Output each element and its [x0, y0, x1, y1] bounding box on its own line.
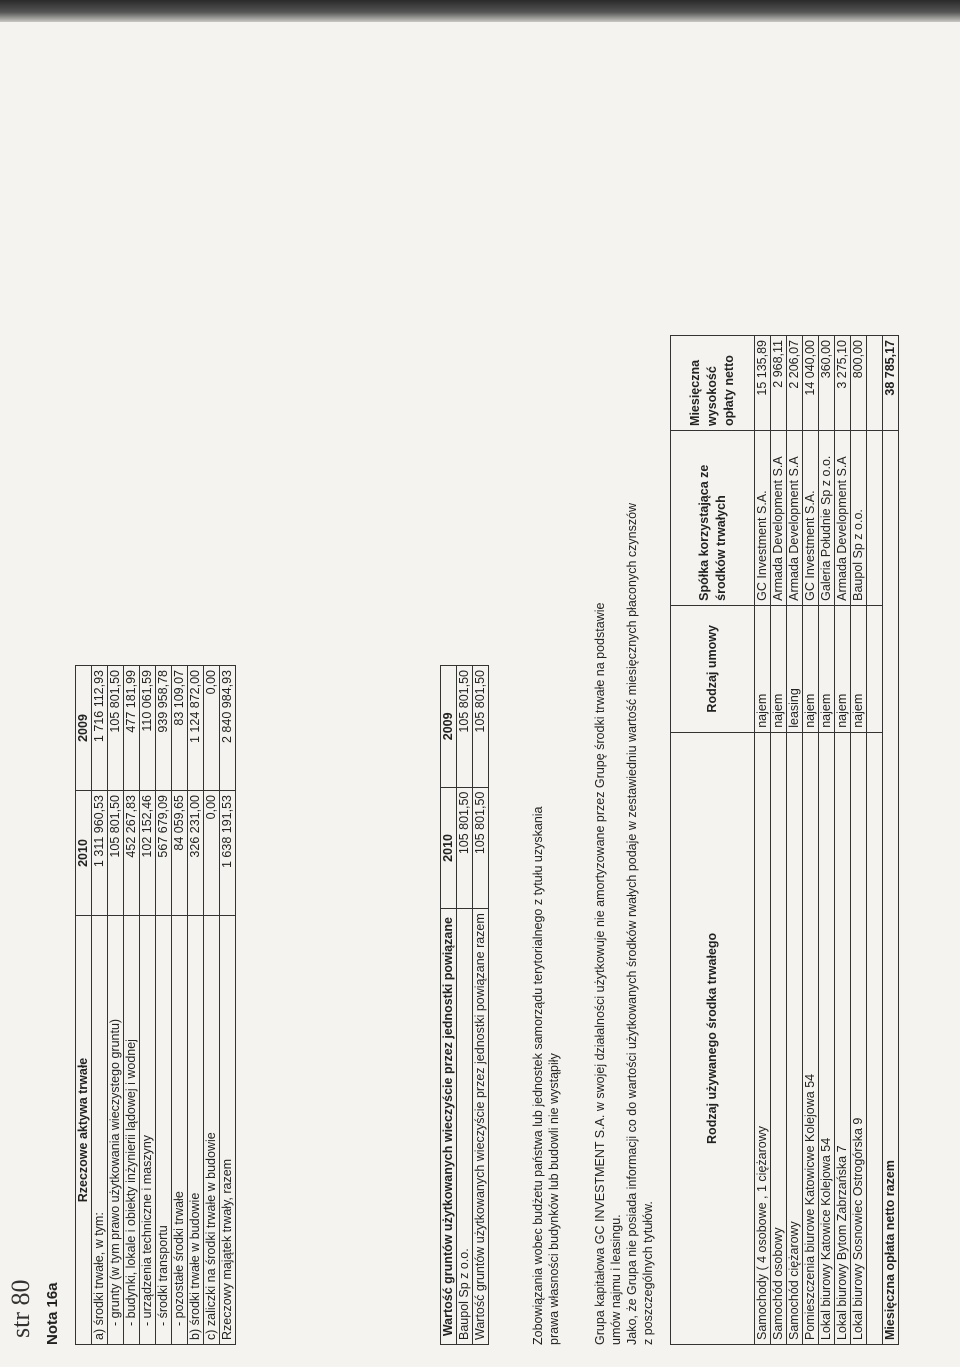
company-cell: GC Investment S.A. — [755, 430, 771, 605]
header-asset-type: Rodzaj używanego środka trwałego — [671, 732, 755, 1344]
row-label: - pozostałe środki trwałe — [172, 916, 188, 1345]
paragraph-line: umów najmu i leasingu. — [609, 1214, 623, 1345]
asset-cell: Samochód ciężarowy — [787, 732, 803, 1344]
table-row — [140, 666, 156, 1345]
value-2010: 105 801,50 — [473, 787, 489, 909]
total-row — [883, 336, 899, 1345]
budget-obligations-paragraph — [530, 445, 562, 1345]
fee-cell: 3 275,10 — [835, 336, 851, 431]
contract-cell: najem — [771, 605, 787, 732]
row-label: a) środki trwałe, w tym: — [92, 916, 108, 1345]
asset-cell: Pomieszczenia biurowe Katowicwe Kolejowa 54 — [803, 732, 819, 1344]
contract-cell: najem — [755, 605, 771, 732]
row-label: Baupol Sp z o.o. — [457, 909, 473, 1345]
fee-cell: 800,00 — [851, 336, 867, 431]
header-label: Rzeczowe aktywa trwałe — [76, 916, 92, 1345]
asset-cell: Samochód osobowy — [771, 732, 787, 1344]
contract-cell: najem — [819, 605, 835, 732]
asset-cell: Samochody ( 4 osobowe , 1 ciężarowy — [755, 732, 771, 1344]
value-2009: 83 109,07 — [172, 666, 188, 791]
company-cell: Armada Development S.A — [835, 430, 851, 605]
value-2010: 84 059,65 — [172, 791, 188, 916]
value-2009: 477 181,99 — [124, 666, 140, 791]
header-company: Spółka korzystająca ze środków trwałych — [671, 430, 755, 605]
paragraph-line: Grupa kapitałowa GC INVESTMENT S.A. w swojej działalności użytkowuje nie amortyzowane przez Grupę środki trwałe na podstawie — [593, 602, 607, 1345]
empty-cell — [867, 336, 883, 431]
total-label: Miesięczna opłata netto razem — [883, 430, 899, 1344]
paragraph-line: prawa własności budynków lub budowli nie wystąpiły — [547, 1053, 561, 1345]
contract-cell: najem — [835, 605, 851, 732]
header-2010: 2010 — [441, 787, 457, 909]
fee-cell: 2 968,11 — [771, 336, 787, 431]
row-label: - budynki, lokale i obiekty inżynierii lądowej i wodnej — [124, 916, 140, 1345]
row-label: - grunty (w tym prawo użytkowania wieczystego gruntu) — [108, 916, 124, 1345]
value-2009: 1 716 112,93 — [92, 666, 108, 791]
row-label: c) zaliczki na środki trwałe w budowie — [204, 916, 220, 1345]
table-row — [204, 666, 220, 1345]
empty-cell — [867, 430, 883, 605]
row-label: - środki transportu — [156, 916, 172, 1345]
table-row — [108, 666, 124, 1345]
table-row — [771, 336, 787, 1345]
empty-cell — [867, 605, 883, 732]
header-monthly-fee: Miesięczna wysokość opłaty netto — [671, 336, 755, 431]
table-row — [803, 336, 819, 1345]
table-row — [92, 666, 108, 1345]
table-header — [441, 666, 457, 1345]
lease-info-paragraph — [592, 345, 656, 1345]
note-title: Nota 16a — [44, 1282, 61, 1345]
company-cell: Galeria Południe Sp z o.o. — [819, 430, 835, 605]
table-row — [188, 666, 204, 1345]
table-row — [755, 336, 771, 1345]
table-row — [851, 336, 867, 1345]
contract-cell: najem — [803, 605, 819, 732]
value-2009: 105 801,50 — [473, 666, 489, 788]
paragraph-line: Jako, że Grupa nie posiada informacji co do wartości użytkowanych środków rwałych podaje w zestawiedniu wartość miesięcznych płaconych czynszów — [625, 502, 639, 1345]
header-2009: 2009 — [76, 666, 92, 791]
table-header — [76, 666, 92, 1345]
empty-cell — [867, 732, 883, 1344]
company-cell: Armada Development S.A — [771, 430, 787, 605]
header-2010: 2010 — [76, 791, 92, 916]
value-2010: 1 311 960,53 — [92, 791, 108, 916]
value-2010: 102 152,46 — [140, 791, 156, 916]
contract-cell: najem — [851, 605, 867, 732]
row-label: b) środki trwałe w budowie — [188, 916, 204, 1345]
table-row — [787, 336, 803, 1345]
value-2009: 0,00 — [204, 666, 220, 791]
table-row — [835, 336, 851, 1345]
company-cell: Armada Development S.A — [787, 430, 803, 605]
value-2010: 0,00 — [204, 791, 220, 916]
table-header — [671, 336, 755, 1345]
table-row — [473, 666, 489, 1345]
fee-cell: 360,00 — [819, 336, 835, 431]
company-cell: Baupol Sp z o.o. — [851, 430, 867, 605]
row-label: Wartość gruntów użytkowanych wieczyście przez jednostki powiązane razem — [473, 909, 489, 1345]
table-row-empty — [867, 336, 883, 1345]
fee-cell: 15 135,89 — [755, 336, 771, 431]
header-2009: 2009 — [441, 666, 457, 788]
page-number: str 80 — [6, 1279, 35, 1338]
land-value-table — [440, 665, 489, 1345]
value-2009: 105 801,50 — [108, 666, 124, 791]
value-2010: 105 801,50 — [457, 787, 473, 909]
value-2010: 452 267,83 — [124, 791, 140, 916]
fixed-assets-table — [75, 665, 236, 1345]
company-cell: GC Investment S.A. — [803, 430, 819, 605]
table-row — [172, 666, 188, 1345]
rotated-page — [40, 25, 920, 1345]
value-2009: 110 061,59 — [140, 666, 156, 791]
value-2009: 105 801,50 — [457, 666, 473, 788]
asset-cell: Lokal biurowy Sosnowiec Ostrogórska 9 — [851, 732, 867, 1344]
fee-cell: 2 206,07 — [787, 336, 803, 431]
value-2009: 1 124 872,00 — [188, 666, 204, 791]
paragraph-line: Zobowiązania wobec budżetu państwa lub jednostek samorządu terytorialnego z tytułu uzyskania — [531, 806, 545, 1345]
header-label: Wartość gruntów użytkowanych wieczyście przez jednostki powiązane — [441, 909, 457, 1345]
value-2010: 1 638 191,53 — [220, 791, 236, 916]
table-row — [819, 336, 835, 1345]
scan-top-edge — [0, 0, 960, 22]
fee-cell: 14 040,00 — [803, 336, 819, 431]
value-2010: 567 679,09 — [156, 791, 172, 916]
lease-table — [670, 335, 899, 1345]
total-fee: 38 785,17 — [883, 336, 899, 431]
paragraph-line: z poszczególnych tytułów. — [641, 1201, 655, 1345]
table-row — [124, 666, 140, 1345]
asset-cell: Lokal biurowy Katowice Kolejowa 54 — [819, 732, 835, 1344]
value-2009: 2 840 984,93 — [220, 666, 236, 791]
row-label: Rzeczowy majątek trwały, razem — [220, 916, 236, 1345]
table-row — [220, 666, 236, 1345]
asset-cell: Lokal biurowy Bytom Zabrzańska 7 — [835, 732, 851, 1344]
header-contract-type: Rodzaj umowy — [671, 605, 755, 732]
table-row — [156, 666, 172, 1345]
value-2009: 939 958,78 — [156, 666, 172, 791]
value-2010: 105 801,50 — [108, 791, 124, 916]
table-row — [457, 666, 473, 1345]
contract-cell: leasing — [787, 605, 803, 732]
row-label: - urządzenia techniczne i maszyny — [140, 916, 156, 1345]
value-2010: 326 231,00 — [188, 791, 204, 916]
